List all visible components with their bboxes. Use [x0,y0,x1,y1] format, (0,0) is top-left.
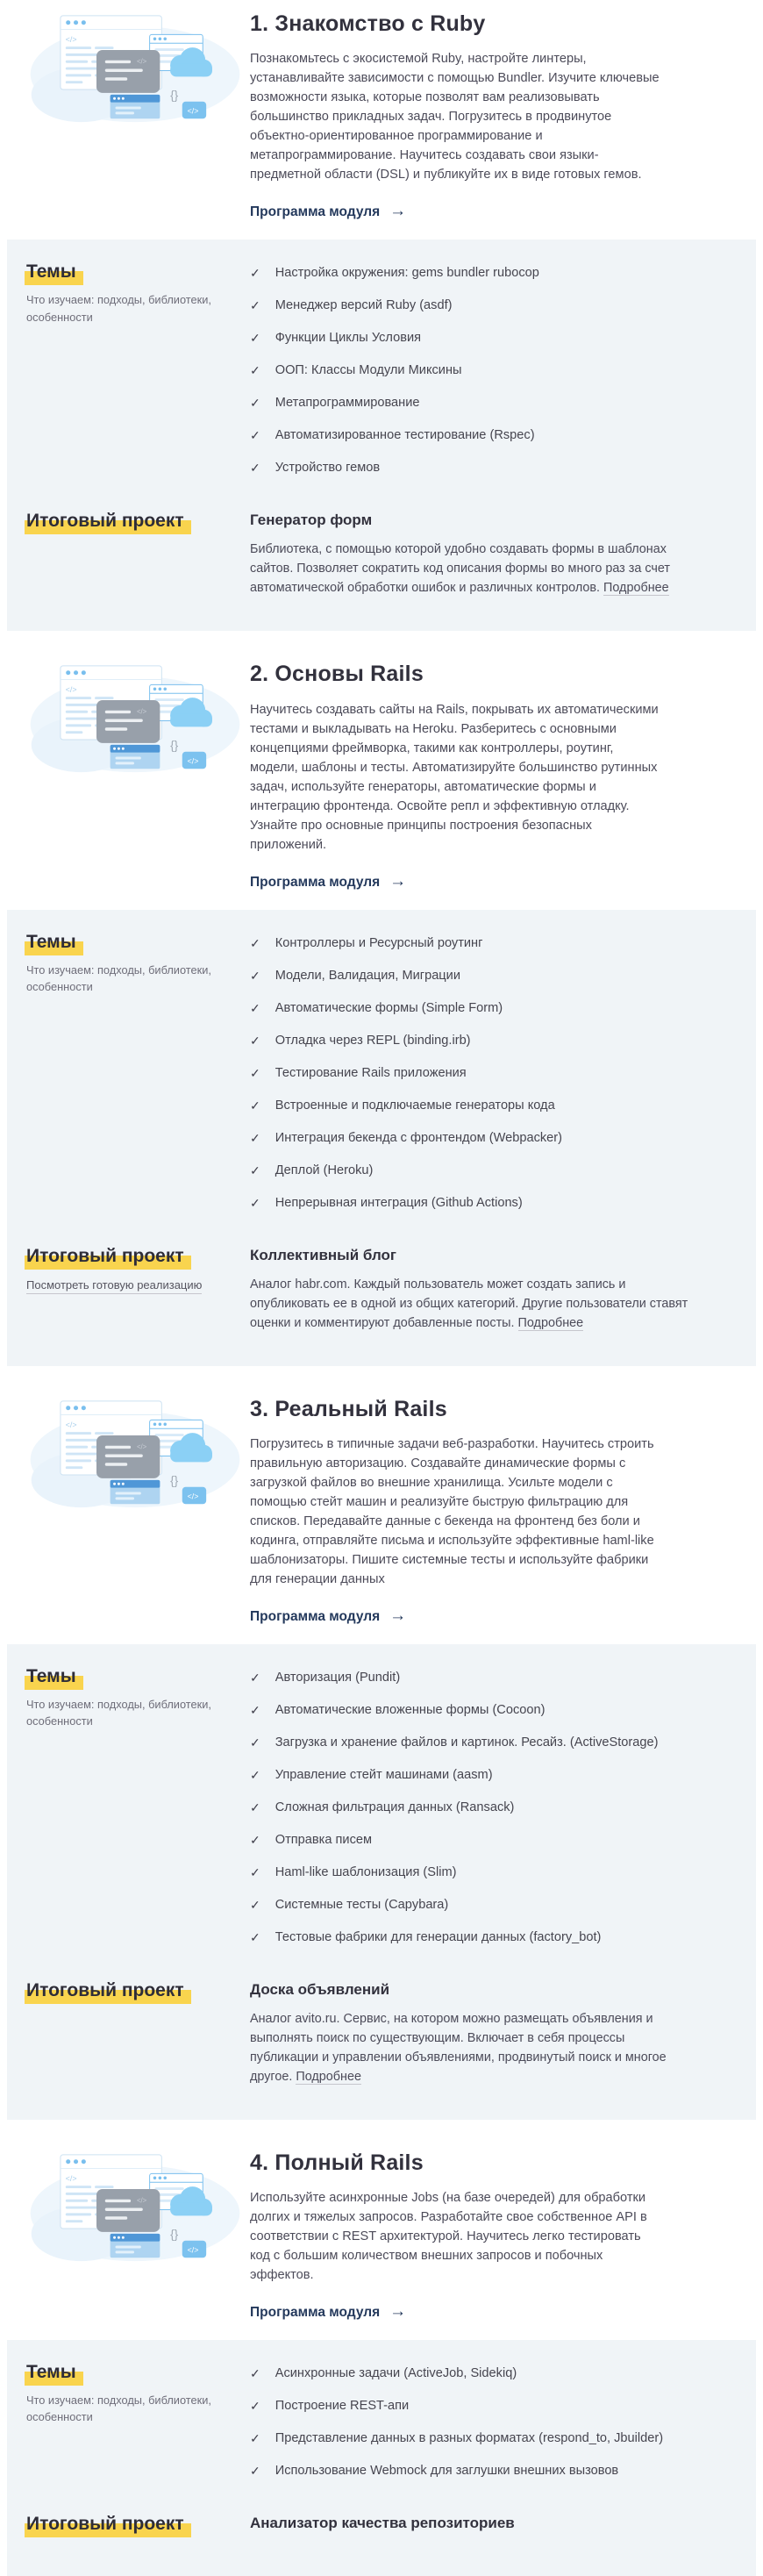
code-cloud-illustration-icon [26,12,244,128]
project-label-cell [26,2513,250,2537]
topic-item [250,1193,745,1213]
module-description: Используйте асинхронные Jobs (на базе очередей) для обработки долгих и тяжелых запросов. Разработайте свое собственное API в соответствии с REST архитектурой. Научитесь легко тестировать код с большим количеством внешних запросов и побочных эффектов. [250,2191,647,2282]
topic-item [250,1096,745,1115]
module-section-4 [0,2120,763,2576]
check-icon: ✓ [250,1832,260,1847]
more-link[interactable]: Подробнее [296,2069,362,2084]
topic-item [250,966,745,985]
topic-label: Haml-like шаблонизация (Slim) [275,1864,457,1879]
topic-label: Интеграция бекенда с фронтендом (Webpacker) [275,1130,562,1145]
topic-item [250,2461,745,2480]
topic-item [250,2364,745,2383]
topics-cell [250,261,745,490]
check-icon: ✓ [250,396,260,411]
topics-cell [250,931,745,1226]
topic-label: Управление стейт машинами (aasm) [275,1767,493,1782]
topic-label: Автоматизированное тестирование (Rspec) [275,428,535,443]
module-intro-text [250,2150,747,2322]
topic-item [250,2429,745,2448]
topic-item [250,361,745,380]
topics-heading: Темы [25,931,83,955]
topic-item [250,1733,745,1752]
project-title: Доска объявлений [250,1980,390,1998]
project-heading: Итоговый проект [25,1245,191,1270]
topic-item [250,1863,745,1882]
topic-label: Использование Webmock для заглушки внешних вызовов [275,2464,619,2478]
check-icon: ✓ [250,331,260,346]
module-details-band [7,910,756,1366]
topic-label: Авторизация (Pundit) [275,1670,401,1685]
topic-label: Отладка через REPL (binding.irb) [275,1033,471,1048]
topics-heading: Темы [25,1665,83,1690]
topic-item [250,1668,745,1687]
check-icon: ✓ [250,2464,260,2478]
project-heading: Итоговый проект [25,510,191,534]
arrow-right-icon: → [389,202,407,221]
topic-label: Представление данных в разных форматах (respond_to, Jbuilder) [275,2431,664,2445]
topic-label: Отправка писем [275,1832,373,1847]
illustration-cell [26,1396,250,1513]
module-title: 4. Полный Rails [250,2150,424,2175]
project-label-cell [26,1979,250,2004]
program-link[interactable] [250,873,406,892]
program-link[interactable] [250,2303,406,2322]
topics-label-cell [26,261,250,326]
module-details-band [7,1644,756,2120]
check-icon: ✓ [250,2366,260,2380]
program-link[interactable] [250,1607,406,1627]
topic-label: Тестирование Rails приложения [275,1065,467,1080]
arrow-right-icon: → [389,871,407,891]
project-body-cell [250,1979,745,2086]
more-link[interactable]: Подробнее [603,581,669,596]
check-icon: ✓ [250,935,260,950]
check-icon: ✓ [250,1702,260,1717]
project-title: Генератор форм [250,512,373,529]
topics-subtitle: Что изучаем: подходы, библиотеки, особенности [26,293,211,324]
project-description-text: Библиотека, с помощью которой удобно создавать формы в шаблонах сайтов. Позволяет сократить код описания формы во много раз за счет автоматической обработки ошибок и различных контролов. [250,542,671,596]
check-icon: ✓ [250,1735,260,1750]
topic-item [250,1161,745,1180]
module-intro-band [0,2120,763,2340]
check-icon: ✓ [250,298,260,313]
topic-item [250,2396,745,2415]
topic-item [250,1798,745,1817]
check-icon: ✓ [250,1670,260,1685]
topic-label: Непрерывная интеграция (Github Actions) [275,1195,523,1210]
topics-cell [250,2361,745,2494]
topic-item [250,328,745,347]
program-link-label: Программа модуля [250,874,381,890]
module-title: 1. Знакомство с Ruby [250,11,486,36]
project-description [250,540,688,597]
check-icon: ✓ [250,461,260,476]
program-link-label: Программа модуля [250,204,381,220]
topics-heading: Темы [25,2361,83,2386]
check-icon: ✓ [250,1864,260,1879]
project-body-cell [250,1245,745,1333]
project-heading: Итоговый проект [25,1979,191,2004]
arrow-right-icon: → [389,1606,407,1625]
topics-list [250,1668,745,1947]
topics-list [250,263,745,477]
module-intro-band [0,0,763,240]
topics-subtitle: Что изучаем: подходы, библиотеки, особенности [26,1697,211,1728]
topic-item [250,426,745,445]
topics-subtitle: Что изучаем: подходы, библиотеки, особенности [26,2394,211,2424]
topic-label: Менеджер версий Ruby (asdf) [275,298,453,313]
project-label-cell [26,510,250,534]
arrow-right-icon: → [389,2302,407,2321]
check-icon: ✓ [250,1033,260,1048]
project-implementation-link[interactable]: Посмотреть готовую реализацию [26,1277,202,1294]
topic-label: Загрузка и хранение файлов и картинок. Ресайз. (ActiveStorage) [275,1735,659,1750]
topic-label: Тестовые фабрики для генерации данных (factory_bot) [275,1929,602,1944]
check-icon: ✓ [250,363,260,378]
check-icon: ✓ [250,428,260,443]
topic-item [250,393,745,412]
topic-item [250,998,745,1018]
check-icon: ✓ [250,1767,260,1782]
topic-label: Сложная фильтрация данных (Ransack) [275,1800,515,1814]
project-body-cell [250,2513,745,2543]
topic-item [250,1765,745,1785]
topics-cell [250,1665,745,1960]
check-icon: ✓ [250,1065,260,1080]
check-icon: ✓ [250,1098,260,1113]
topic-item [250,296,745,315]
topic-item [250,1928,745,1947]
topic-label: Устройство гемов [275,461,381,476]
module-section-2 [0,631,763,1365]
topic-label: Автоматические формы (Simple Form) [275,1000,503,1015]
topic-label: Встроенные и подключаемые генераторы кода [275,1098,555,1113]
topic-label: Настройка окружения: gems bundler rubocop [275,266,539,281]
topic-item [250,1031,745,1050]
topic-label: Модели, Валидация, Миграции [275,968,460,983]
topic-label: ООП: Классы Модули Миксины [275,363,462,378]
topic-label: Системные тесты (Capybara) [275,1897,449,1912]
topics-list [250,2364,745,2480]
module-section-1 [0,0,763,631]
topics-label-cell [26,1665,250,1730]
topics-list [250,934,745,1213]
project-description-text: Аналог habr.com. Каждый пользователь может создать запись и опубликовать ее в одной из общих категорий. Другие пользователи ставят оценки и комментируют добавленные посты. [250,1277,688,1330]
project-description-text: Аналог avito.ru. Сервис, на котором можно размещать объявления и выполнять поиск по существующим. Включает в себя процессы публикации и управлении объявлениями, продвинутый поиск и многое другое. [250,2011,667,2084]
illustration-cell [26,2150,250,2267]
topic-label: Контроллеры и Ресурсный роутинг [275,935,483,950]
topic-label: Функции Циклы Условия [275,331,422,346]
topic-item [250,1830,745,1850]
module-title: 3. Реальный Rails [250,1396,447,1421]
module-intro-text [250,661,747,891]
project-title: Анализатор качества репозиториев [250,2515,515,2531]
check-icon: ✓ [250,1130,260,1145]
illustration-cell [26,661,250,778]
project-description [250,2009,688,2086]
check-icon: ✓ [250,968,260,983]
project-body-cell [250,510,745,597]
check-icon: ✓ [250,1163,260,1177]
topics-heading: Темы [25,261,83,285]
topic-item [250,1895,745,1914]
module-section-3 [0,1366,763,2120]
check-icon: ✓ [250,2431,260,2445]
code-cloud-illustration-icon [26,1398,244,1513]
check-icon: ✓ [250,1800,260,1814]
project-title: Коллективный блог [250,1246,396,1263]
topic-item [250,934,745,953]
illustration-cell [26,11,250,128]
module-details-band [7,240,756,631]
program-link-label: Программа модуля [250,1608,381,1624]
code-cloud-illustration-icon [26,2151,244,2267]
project-description [250,1275,688,1333]
check-icon: ✓ [250,1195,260,1210]
code-cloud-illustration-icon [26,662,244,778]
module-intro-text [250,1396,747,1627]
topic-item [250,263,745,283]
topic-label: Построение REST-апи [275,2399,410,2413]
module-intro-band [0,1366,763,1644]
topic-item [250,458,745,477]
topic-label: Метапрограммирование [275,396,420,411]
topic-item [250,1063,745,1083]
check-icon: ✓ [250,1897,260,1912]
check-icon: ✓ [250,1000,260,1015]
module-description: Познакомьтесь с экосистемой Ruby, настройте линтеры, устанавливайте зависимости с помощью Bundler. Изучите ключевые возможности языка, которые позволят вам реализовывать большинство прикладных задач. Погрузитесь в продвинутое объектно-ориентированное программирование и метапрограммирование. Научитесь создавать свои языки-предметной области (DSL) и публикуйте их в виде готовых гемов. [250,52,660,182]
check-icon: ✓ [250,2399,260,2413]
more-link[interactable]: Подробнее [517,1315,584,1330]
module-details-band [7,2340,756,2576]
topics-label-cell [26,931,250,996]
topic-label: Автоматические вложенные формы (Cocoon) [275,1702,546,1717]
module-description: Погрузитесь в типичные задачи веб-разработки. Научитесь строить правильную авторизацию. Создавайте динамические формы с загрузкой файлов во внешние хранилища. Усильте модели с помощью стейт машин и реализуйте быструю фильтрацию для списков. Передавайте данные с бекенда на фронтенд без боли и кодинга, отправляйте письма и используйте эффективные haml-like шаблонизаторы. Пишите системные тесты и используйте фабрики для генерации данных [250,1436,654,1586]
topic-label: Асинхронные задачи (ActiveJob, Sidekiq) [275,2366,517,2380]
project-heading: Итоговый проект [25,2513,191,2537]
module-intro-text [250,11,747,222]
module-description: Научитесь создавать сайты на Rails, покрывать их автоматическими тестами и выкладывать на Heroku. Разберитесь с основными концепциями фреймворка, такими как контроллеры, роутинг, модели, шаблоны и тесты. Автоматизируйте большинство рутинных задач, используйте генераторы, автоматические формы и интеграцию фронтенда. Освойте репл и эффективную отладку. Узнайте про основные принципы построения безопасных приложений. [250,702,659,852]
check-icon: ✓ [250,1929,260,1944]
check-icon: ✓ [250,266,260,281]
topics-subtitle: Что изучаем: подходы, библиотеки, особенности [26,962,211,993]
module-intro-band [0,631,763,909]
program-link[interactable] [250,203,406,222]
program-link-label: Программа модуля [250,2305,381,2320]
topic-item [250,1700,745,1720]
project-label-cell [26,1245,250,1294]
topics-label-cell [26,2361,250,2426]
topic-item [250,1128,745,1148]
topic-label: Деплой (Heroku) [275,1163,374,1177]
module-title: 2. Основы Rails [250,662,424,687]
